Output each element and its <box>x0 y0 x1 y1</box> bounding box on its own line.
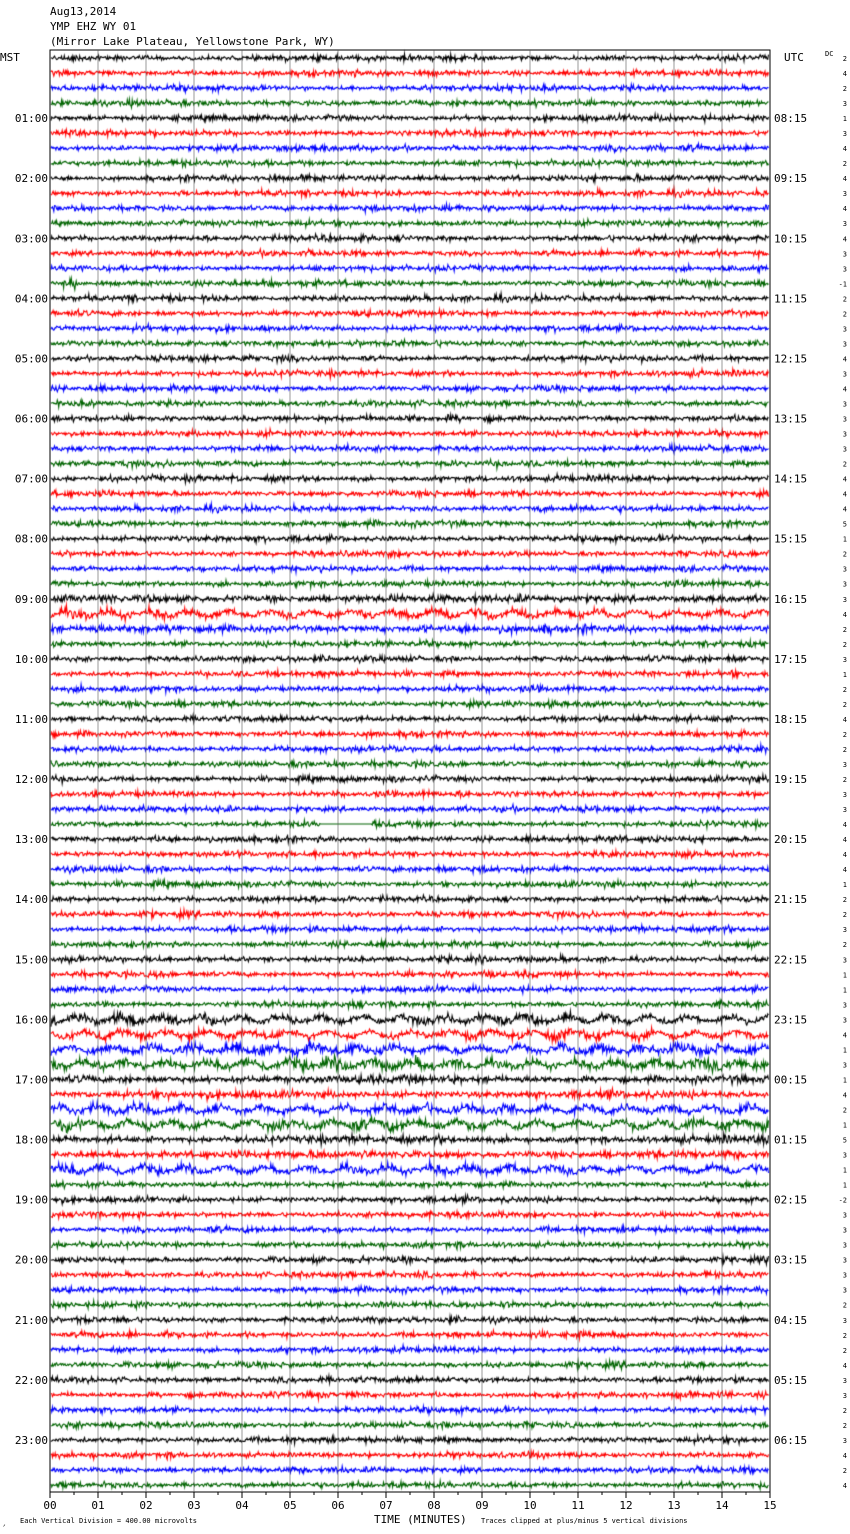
dc-offset-label: 3 <box>842 265 847 274</box>
dc-offset-label: 4 <box>842 1481 847 1490</box>
dc-offset-label: 4 <box>842 505 847 514</box>
dc-offset-label: -2 <box>838 1196 847 1205</box>
hour-label-local: 03:00 <box>14 232 48 246</box>
dc-offset-label: 3 <box>842 926 847 935</box>
dc-offset-label: 3 <box>842 655 847 664</box>
dc-offset-label: 2 <box>842 941 847 950</box>
plot-frame <box>50 50 770 1492</box>
hour-label-local: 04:00 <box>14 292 48 306</box>
station-location: (Mirror Lake Plateau, Yellowstone Park, WY) <box>50 35 335 48</box>
dc-offset-label: 2 <box>842 1331 847 1340</box>
hour-label-local: 12:00 <box>14 773 48 787</box>
dc-offset-label: 3 <box>842 325 847 334</box>
dc-offset-label: 2 <box>842 625 847 634</box>
dc-offset-label: 1 <box>842 115 847 124</box>
x-tick-label-12: 12 <box>619 1499 633 1512</box>
clip-note: Traces clipped at plus/minus 5 vertical divisions <box>481 1517 688 1525</box>
corner-mark-icon: ◞ <box>2 1520 7 1528</box>
minute-grid <box>98 50 722 1492</box>
dc-header-label: DC <box>825 50 834 58</box>
dc-offset-label: 3 <box>842 1061 847 1070</box>
dc-offset-label: 1 <box>842 1121 847 1130</box>
hour-label-utc: 05:15 <box>774 1373 808 1387</box>
hour-label-local: 10:00 <box>14 652 48 666</box>
x-tick-label-01: 01 <box>91 1499 105 1512</box>
dc-offset-label: 3 <box>842 1271 847 1280</box>
dc-offset-label: 5 <box>842 1136 847 1145</box>
hour-label-utc: 22:15 <box>774 953 808 967</box>
dc-offset-label: 1 <box>842 1181 847 1190</box>
chart-date: Aug13,2014 <box>50 5 117 18</box>
x-tick-label-05: 05 <box>283 1499 297 1512</box>
dc-offset-label: 3 <box>842 595 847 604</box>
dc-offset-label: 3 <box>842 791 847 800</box>
dc-offset-label: 3 <box>842 1256 847 1265</box>
dc-offset-label: 3 <box>842 1226 847 1235</box>
dc-offset-label: 2 <box>842 1466 847 1475</box>
dc-offset-label: 4 <box>842 1361 847 1370</box>
dc-offset-label: 3 <box>842 250 847 259</box>
dc-offset-label: 4 <box>842 1031 847 1040</box>
dc-offset-label: 2 <box>842 730 847 739</box>
dc-offset-label: 1 <box>842 881 847 890</box>
x-tick-label-14: 14 <box>715 1499 729 1512</box>
hour-label-local: 07:00 <box>14 472 48 486</box>
hour-label-utc: 16:15 <box>774 592 808 606</box>
left-timezone-label: MST <box>0 51 20 64</box>
hour-label-local: 15:00 <box>14 953 48 967</box>
x-tick-label-06: 06 <box>331 1499 345 1512</box>
hour-label-utc: 12:15 <box>774 352 808 366</box>
dc-offset-label: 3 <box>842 1436 847 1445</box>
dc-offset-label: 1 <box>842 670 847 679</box>
dc-offset-label: 4 <box>842 70 847 79</box>
station-code: YMP EHZ WY 01 <box>50 20 137 33</box>
dc-offset-label: 4 <box>842 1451 847 1460</box>
dc-offset-label: 2 <box>842 1346 847 1355</box>
dc-offset-label: 4 <box>842 610 847 619</box>
dc-offset-label: 3 <box>842 1286 847 1295</box>
dc-offset-label: 3 <box>842 190 847 199</box>
dc-offset-label: 3 <box>842 1211 847 1220</box>
dc-offset-label: 3 <box>842 1151 847 1160</box>
dc-offset-label: 2 <box>842 896 847 905</box>
x-tick-label-13: 13 <box>667 1499 681 1512</box>
x-tick-label-11: 11 <box>571 1499 585 1512</box>
dc-offset-label: 2 <box>842 85 847 94</box>
hour-label-local: 09:00 <box>14 592 48 606</box>
hour-label-local: 05:00 <box>14 352 48 366</box>
dc-offset-label: 3 <box>842 1241 847 1250</box>
hour-label-utc: 15:15 <box>774 532 808 546</box>
dc-offset-label: 2 <box>842 160 847 169</box>
dc-offset-label: 3 <box>842 370 847 379</box>
hour-label-utc: 14:15 <box>774 472 808 486</box>
dc-offset-label: 2 <box>842 310 847 319</box>
hour-label-local: 22:00 <box>14 1373 48 1387</box>
hour-label-local: 08:00 <box>14 532 48 546</box>
x-axis-ticks <box>43 1492 776 1512</box>
dc-offset-label: 3 <box>842 760 847 769</box>
hour-label-local: 21:00 <box>14 1313 48 1327</box>
hour-label-local: 17:00 <box>14 1073 48 1087</box>
dc-offset-label: 5 <box>842 520 847 529</box>
dc-offset-label: 2 <box>842 550 847 559</box>
dc-offset-label: 1 <box>842 1076 847 1085</box>
dc-offset-label: 4 <box>842 490 847 499</box>
dc-offset-label: 3 <box>842 400 847 409</box>
dc-offset-label: 2 <box>842 640 847 649</box>
x-tick-label-15: 15 <box>763 1499 777 1512</box>
dc-offset-label: 2 <box>842 1421 847 1430</box>
dc-offset-label: 2 <box>842 460 847 469</box>
hour-label-local: 18:00 <box>14 1133 48 1147</box>
dc-offset-label: 3 <box>842 445 847 454</box>
dc-offset-label: 1 <box>842 535 847 544</box>
hour-label-utc: 08:15 <box>774 112 808 126</box>
dc-offset-label: 2 <box>842 1106 847 1115</box>
dc-offset-label: 1 <box>842 1046 847 1055</box>
hour-label-utc: 20:15 <box>774 833 808 847</box>
dc-offset-label: 4 <box>842 851 847 860</box>
dc-offset-label: -1 <box>838 280 847 289</box>
dc-offset-label: 4 <box>842 145 847 154</box>
dc-offset-labels <box>839 55 847 1490</box>
dc-offset-label: 2 <box>842 295 847 304</box>
hour-label-utc: 17:15 <box>774 652 808 666</box>
dc-offset-label: 3 <box>842 130 847 139</box>
dc-offset-label: 4 <box>842 235 847 244</box>
x-tick-label-07: 07 <box>379 1499 393 1512</box>
hour-label-local: 23:00 <box>14 1433 48 1447</box>
hour-label-local: 02:00 <box>14 172 48 186</box>
dc-offset-label: 3 <box>842 1391 847 1400</box>
hour-label-utc: 06:15 <box>774 1433 808 1447</box>
hour-labels <box>15 112 807 1447</box>
x-tick-label-08: 08 <box>427 1499 441 1512</box>
dc-offset-label: 2 <box>842 911 847 920</box>
x-tick-label-00: 00 <box>43 1499 57 1512</box>
dc-offset-label: 4 <box>842 836 847 845</box>
hour-label-utc: 02:15 <box>774 1193 808 1207</box>
hour-label-utc: 04:15 <box>774 1313 808 1327</box>
dc-offset-label: 2 <box>842 776 847 785</box>
x-tick-label-04: 04 <box>235 1499 249 1512</box>
hour-label-local: 06:00 <box>14 412 48 426</box>
right-timezone-label: UTC <box>784 51 804 64</box>
dc-offset-label: 3 <box>842 430 847 439</box>
hour-label-utc: 21:15 <box>774 893 808 907</box>
x-axis-label: TIME (MINUTES) <box>374 1513 467 1526</box>
hour-label-local: 13:00 <box>14 833 48 847</box>
dc-offset-label: 2 <box>842 685 847 694</box>
dc-offset-label: 1 <box>842 986 847 995</box>
dc-offset-label: 3 <box>842 1376 847 1385</box>
hour-label-local: 11:00 <box>14 712 48 726</box>
dc-offset-label: 3 <box>842 340 847 349</box>
dc-offset-label: 2 <box>842 55 847 64</box>
dc-offset-label: 3 <box>842 565 847 574</box>
dc-offset-label: 2 <box>842 1406 847 1415</box>
hour-label-utc: 23:15 <box>774 1013 808 1027</box>
dc-offset-label: 3 <box>842 1316 847 1325</box>
dc-offset-label: 4 <box>842 821 847 830</box>
dc-offset-label: 1 <box>842 971 847 980</box>
hour-label-local: 20:00 <box>14 1253 48 1267</box>
dc-offset-label: 2 <box>842 745 847 754</box>
dc-offset-label: 3 <box>842 415 847 424</box>
dc-offset-label: 4 <box>842 866 847 875</box>
dc-offset-label: 2 <box>842 1301 847 1310</box>
hour-label-local: 01:00 <box>14 112 48 126</box>
x-tick-label-02: 02 <box>139 1499 153 1512</box>
dc-offset-label: 4 <box>842 385 847 394</box>
dc-offset-label: 4 <box>842 1091 847 1100</box>
dc-offset-label: 4 <box>842 175 847 184</box>
x-tick-label-09: 09 <box>475 1499 489 1512</box>
dc-offset-label: 3 <box>842 806 847 815</box>
hour-label-local: 16:00 <box>14 1013 48 1027</box>
dc-offset-label: 4 <box>842 475 847 484</box>
dc-offset-label: 3 <box>842 1016 847 1025</box>
dc-offset-label: 3 <box>842 220 847 229</box>
hour-label-utc: 10:15 <box>774 232 808 246</box>
hour-label-utc: 09:15 <box>774 172 808 186</box>
dc-offset-label: 4 <box>842 715 847 724</box>
hour-label-utc: 13:15 <box>774 412 808 426</box>
hour-label-utc: 19:15 <box>774 773 808 787</box>
x-tick-label-10: 10 <box>523 1499 537 1512</box>
dc-offset-label: 4 <box>842 355 847 364</box>
hour-label-local: 14:00 <box>14 893 48 907</box>
dc-offset-label: 3 <box>842 956 847 965</box>
x-tick-label-03: 03 <box>187 1499 201 1512</box>
hour-label-utc: 11:15 <box>774 292 808 306</box>
hour-label-local: 19:00 <box>14 1193 48 1207</box>
dc-offset-label: 3 <box>842 100 847 109</box>
dc-offset-label: 2 <box>842 700 847 709</box>
hour-label-utc: 03:15 <box>774 1253 808 1267</box>
dc-offset-label: 4 <box>842 205 847 214</box>
hour-label-utc: 18:15 <box>774 712 808 726</box>
hour-label-utc: 00:15 <box>774 1073 808 1087</box>
dc-offset-label: 3 <box>842 1001 847 1010</box>
hour-label-utc: 01:15 <box>774 1133 808 1147</box>
dc-offset-label: 1 <box>842 1166 847 1175</box>
vertical-division-note: Each Vertical Division = 400.00 microvolts <box>20 1517 198 1525</box>
dc-offset-label: 3 <box>842 580 847 589</box>
